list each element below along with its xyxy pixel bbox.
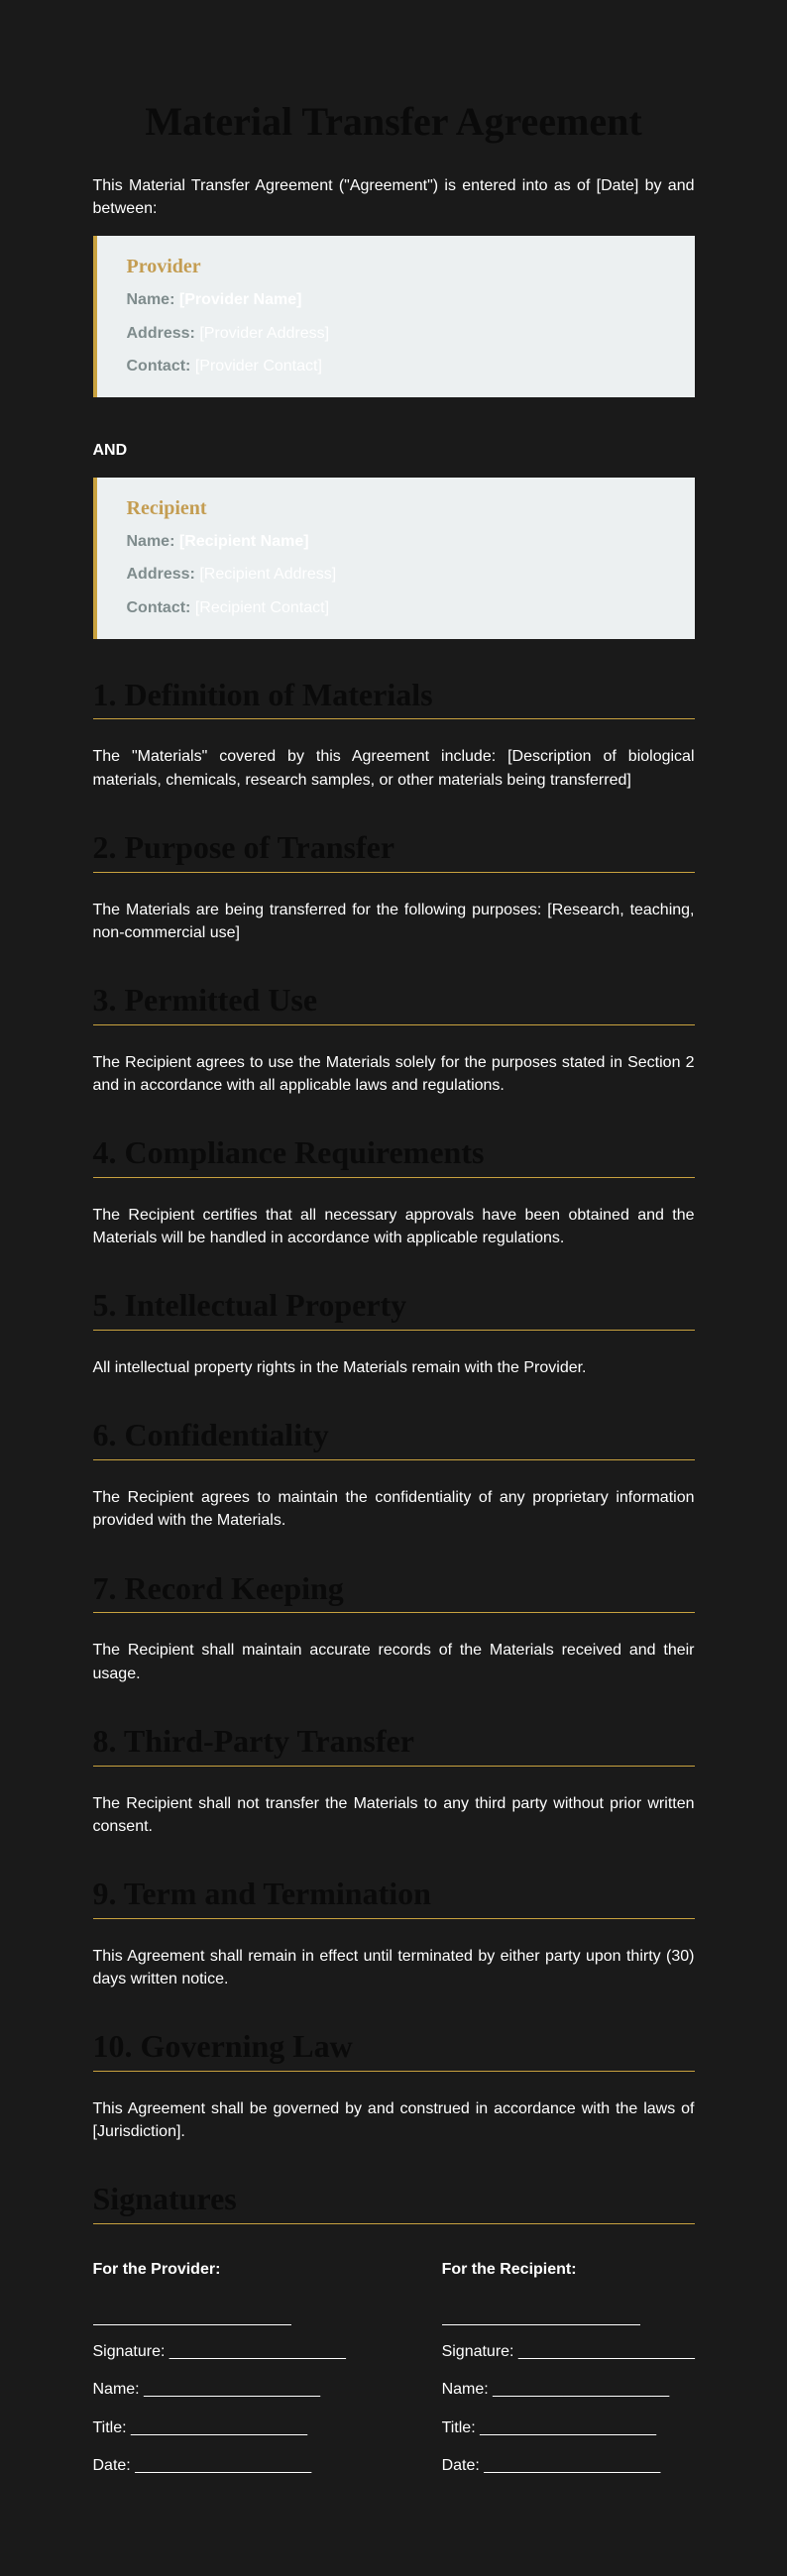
signature-field-label: Title:	[92, 2418, 127, 2436]
gold-divider	[93, 1024, 695, 1025]
recipient-box	[93, 478, 695, 639]
signature-line	[442, 2324, 640, 2325]
signature-field-row	[442, 2454, 695, 2477]
signature-field-label: Name:	[441, 2381, 489, 2399]
signature-field-row	[93, 2340, 346, 2363]
signature-line	[93, 2324, 291, 2325]
signature-column	[93, 2258, 346, 2477]
document-page	[93, 0, 695, 2576]
section-body: The Recipient shall maintain accurate records of the Materials received and their usage.	[92, 1642, 695, 1682]
section-body: This Agreement shall be governed by and construed in accordance with the laws of [Jurisdiction].	[92, 2099, 695, 2141]
field-value-placeholder: [Provider Contact]	[194, 357, 322, 375]
agreement-section	[93, 1134, 695, 1249]
agreement-section	[93, 1570, 695, 1685]
gold-divider	[93, 718, 695, 719]
field-value-placeholder: [Recipient Contact]	[194, 598, 330, 616]
section-heading: 10. Governing Law	[92, 2028, 353, 2065]
section-heading: 9. Term and Termination	[92, 1875, 431, 1911]
recipient-heading: Recipient	[126, 497, 207, 520]
field-value-placeholder: [Recipient Name]	[178, 533, 309, 551]
agreement-section	[93, 1417, 695, 1532]
signature-field-row	[442, 2378, 695, 2401]
signature-field-row	[442, 2416, 695, 2439]
signatures-section	[93, 2181, 695, 2477]
agreement-section	[93, 2028, 695, 2143]
gold-divider	[93, 1918, 695, 1919]
signature-field-label: Name:	[92, 2381, 140, 2399]
section-heading: 7. Record Keeping	[92, 1569, 344, 1606]
recipient-field-row	[127, 596, 665, 619]
signature-blank-line: ____________________	[484, 2456, 661, 2474]
gold-divider	[93, 1330, 695, 1331]
provider-field-row	[127, 355, 665, 377]
provider-field-row	[127, 288, 665, 311]
field-value-placeholder: [Provider Address]	[199, 324, 330, 342]
signature-blank-line: ____________________	[480, 2418, 657, 2436]
section-heading: 1. Definition of Materials	[92, 676, 433, 712]
section-body: The Materials are being transferred for the following purposes: [Research, teaching, non-commercial use]	[92, 901, 695, 941]
field-value-placeholder: [Recipient Address]	[199, 566, 337, 584]
gold-divider	[93, 872, 695, 873]
section-body: All intellectual property rights in the Materials remain with the Provider.	[92, 1359, 587, 1377]
field-label: Contact:	[126, 598, 191, 616]
field-label: Contact:	[126, 357, 191, 375]
parties-separator: AND	[92, 441, 128, 459]
signature-field-row	[93, 2378, 346, 2401]
signature-blank-line: ____________________	[493, 2381, 670, 2399]
section-body: The Recipient agrees to use the Materials solely for the purposes stated in Section 2 and in accordance with all applicable laws and regulations.	[92, 1053, 695, 1095]
signature-field-row	[93, 2454, 346, 2477]
field-label: Address:	[126, 566, 195, 584]
gold-divider	[93, 1459, 695, 1460]
field-label: Name:	[126, 291, 175, 309]
signature-blank-line: ____________________	[517, 2343, 695, 2361]
signature-field-row	[442, 2340, 695, 2363]
signature-column-title: For the Recipient:	[441, 2261, 577, 2279]
field-label: Address:	[126, 324, 195, 342]
signature-column-title: For the Provider:	[92, 2261, 221, 2279]
gold-divider	[93, 1177, 695, 1178]
page-title: Material Transfer Agreement	[145, 99, 642, 144]
section-heading: 2. Purpose of Transfer	[92, 828, 395, 865]
section-body: The Recipient shall not transfer the Materials to any third party without prior written consent.	[92, 1794, 695, 1835]
recipient-field-row	[127, 563, 665, 586]
agreement-sections	[93, 677, 695, 2144]
signature-blank-line: ____________________	[169, 2343, 346, 2361]
section-heading: 5. Intellectual Property	[92, 1287, 407, 1324]
section-heading: 3. Permitted Use	[92, 982, 318, 1019]
section-heading: 8. Third-Party Transfer	[92, 1722, 414, 1759]
gold-divider	[93, 1612, 695, 1613]
agreement-section	[93, 1723, 695, 1838]
agreement-section	[93, 1287, 695, 1379]
section-heading: 4. Compliance Requirements	[92, 1134, 485, 1171]
provider-box-slot	[93, 236, 695, 397]
section-body: The "Materials" covered by this Agreement include: [Description of biological materials, chemicals, research samples, or other materials being transferred]	[92, 748, 695, 789]
section-body: The Recipient agrees to maintain the confidentiality of any proprietary information provided with the Materials.	[92, 1489, 695, 1530]
provider-heading: Provider	[126, 256, 201, 278]
section-body: This Agreement shall remain in effect until terminated by either party upon thirty (30) days written notice.	[92, 1947, 695, 1987]
agreement-section	[93, 829, 695, 944]
field-value-placeholder: [Provider Name]	[178, 291, 302, 309]
signature-field-row	[93, 2416, 346, 2439]
signature-blank-line: ____________________	[135, 2456, 312, 2474]
gold-divider	[93, 2071, 695, 2072]
provider-box	[93, 236, 695, 397]
provider-field-row	[127, 322, 665, 345]
signature-column	[442, 2258, 695, 2477]
signature-field-label: Signature:	[92, 2343, 166, 2361]
signature-field-label: Date:	[92, 2456, 131, 2474]
signatures-heading: Signatures	[92, 2181, 237, 2217]
gold-divider	[93, 2223, 695, 2224]
signature-field-label: Date:	[441, 2456, 480, 2474]
field-label: Name:	[126, 533, 175, 551]
section-heading: 6. Confidentiality	[92, 1417, 329, 1453]
recipient-field-row	[127, 530, 665, 553]
signature-field-label: Title:	[441, 2418, 476, 2436]
intro-paragraph: This Material Transfer Agreement ("Agreement") is entered into as of [Date] by and between:	[92, 177, 695, 218]
signature-blank-line: ____________________	[131, 2418, 307, 2436]
agreement-section	[93, 1876, 695, 1990]
signature-field-label: Signature:	[441, 2343, 514, 2361]
signature-columns	[93, 2258, 695, 2477]
agreement-section	[93, 982, 695, 1097]
recipient-box-slot	[93, 478, 695, 639]
agreement-section	[93, 677, 695, 792]
section-body: The Recipient certifies that all necessary approvals have been obtained and the Materials will be handled in accordance with applicable regulations.	[92, 1207, 695, 1247]
gold-divider	[93, 1766, 695, 1767]
signature-blank-line: ____________________	[144, 2381, 321, 2399]
